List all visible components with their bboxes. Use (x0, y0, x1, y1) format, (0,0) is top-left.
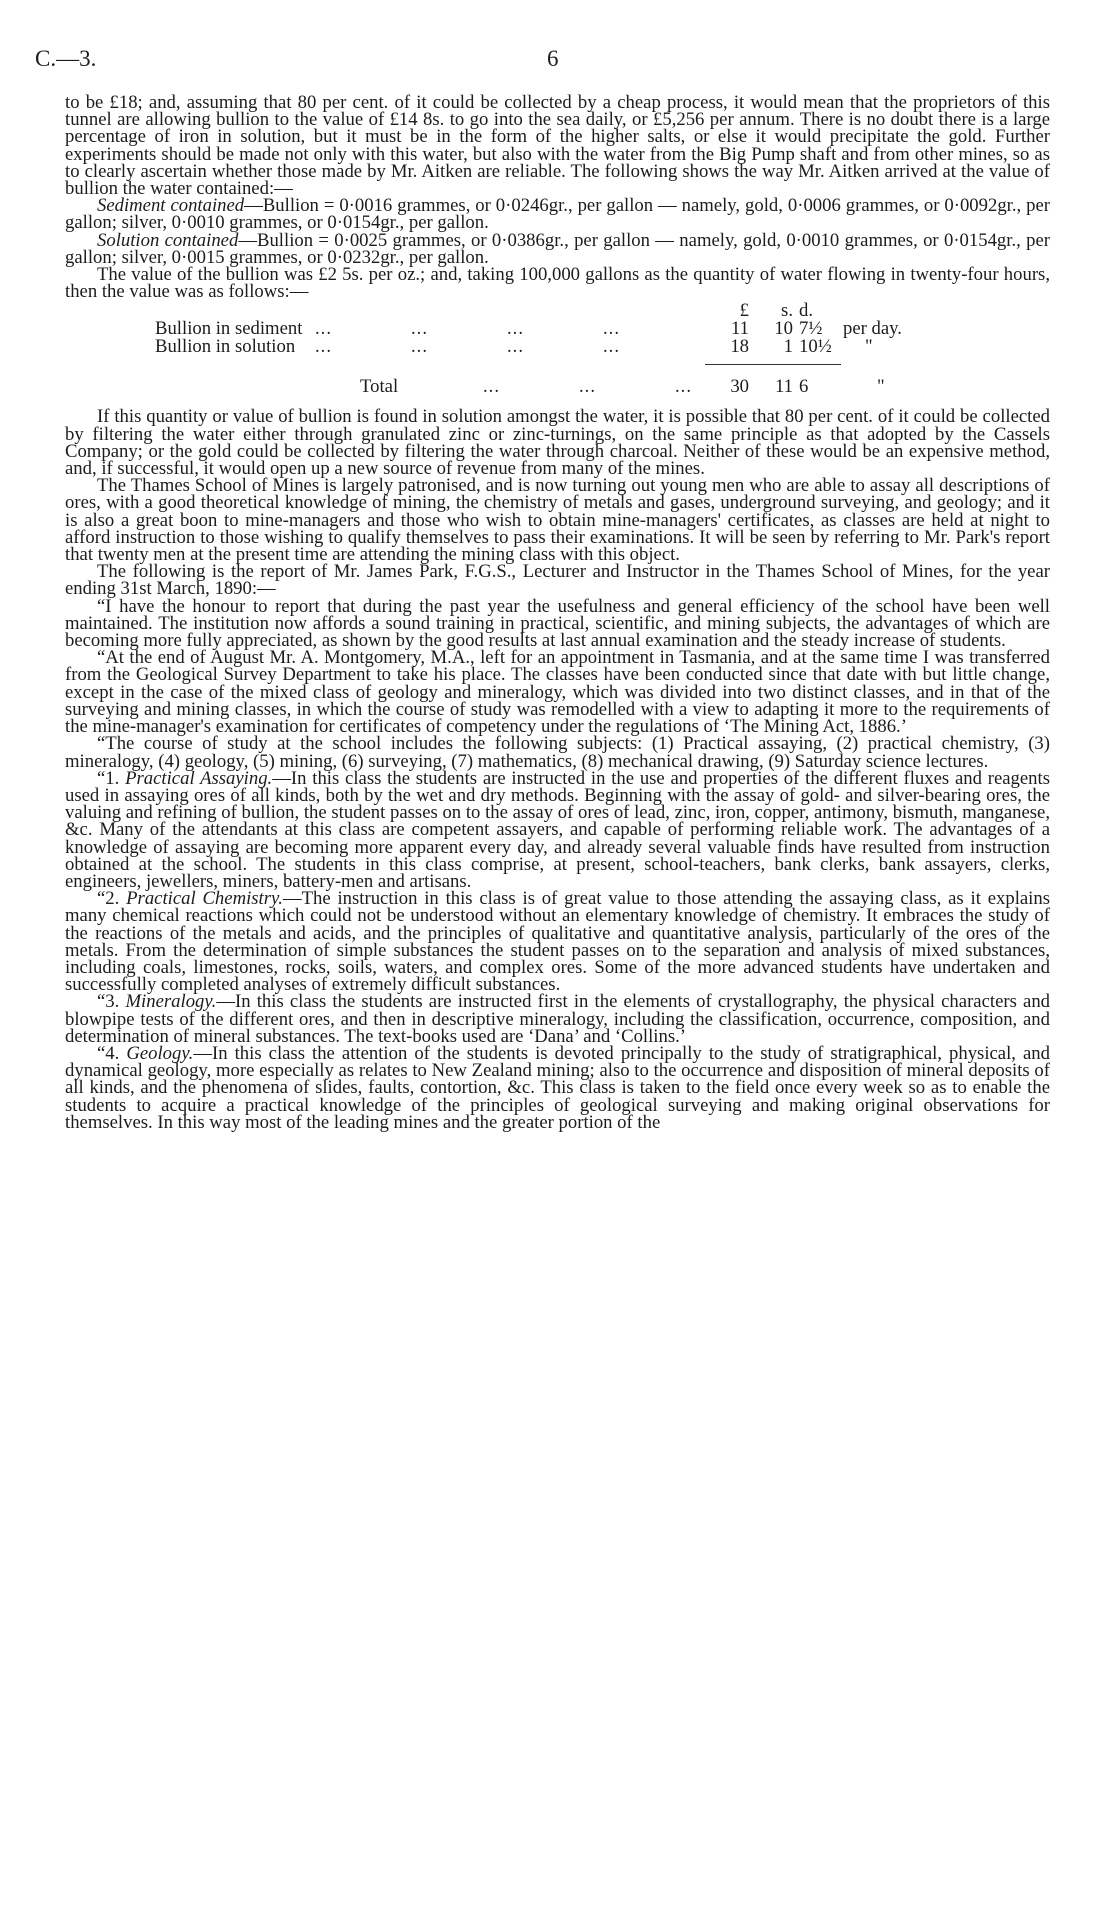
subject-practical-chemistry: “2. Practical Chemistry.—The instruction in this class is of great value to those attending the assaying class, as it explains many chemical reactions which could not be understood without an elementary knowledge of chemistry. It embraces the study of the reactions of the metals and acids, and the principles of qualitative and quantitative analysis, particularly of the ores of the metals. From the determination of simple substances the student passes on to the separation and analysis of mixed substances, including coals, limestones, rocks, soils, waters, and complex ores. Some of the more advanced students have undertaken and successfully completed analyses of extremely difficult substances. (65, 888, 1050, 996)
cell-pounds: 18 (730, 336, 749, 358)
subject-title: Mineralogy. (125, 991, 217, 1013)
leader-dots: ... ... ... ... (315, 336, 621, 358)
subject-title: Geology. (126, 1042, 194, 1064)
page-header (35, 38, 1050, 72)
cell-shillings: 1 (783, 336, 793, 358)
row-label: Bullion in solution (155, 336, 296, 358)
paragraph-school-of-mines: The Thames School of Mines is largely patronised, and is now turning out young men who are able to assay all descriptions of ores, with a good theoretical knowledge of mining, the chemistry of metals and gases, underground surveying, and geology; and it is also a great boon to mine-managers and those who wish to obtain mine-managers' certificates, as classes are held at night to afford instruction to those wishing to qualify themselves to pass their examinations. It will be seen by referring to Mr. Park's report that twenty men at the present time are attending the mining class with this object. (65, 475, 1050, 566)
cell-unit: " (865, 336, 873, 358)
paragraph-continuation: to be £18; and, assuming that 80 per cent. of it could be collected by a cheap process, it would mean that the proprietors of this tunnel are allowing bullion to the value of £14 8s. to go into the sea daily, or £5,256 per annum. There is no doubt there is a large percentage of iron in solution, but it must be in the form of the higher salts, or else it would precipitate the gold. Further experiments should be made not only with this water, but also with the water from the Big Pump shaft and from other mines, so as to clearly ascertain whether those made by Mr. Aitken are reliable. The following shows the way Mr. Aitken arrived at the value of bullion the water contained:— (65, 92, 1050, 200)
header-shillings: s. (781, 300, 793, 322)
total-unit: " (877, 376, 885, 398)
subject-title: Practical Assaying. (125, 767, 273, 789)
sediment-text: —Bullion = 0·0016 grammes, or 0·0246gr., per gallon — namely, gold, 0·0006 grammes, or 0·0092gr., per gallon; silver, 0·0010 grammes, or 0·0154gr., per gallon. (65, 195, 1050, 234)
table-row (65, 338, 1050, 356)
paragraph-filtering: If this quantity or value of bullion is found in solution amongst the water, it is possible that 80 per cent. of it could be collected by filtering the water either through granulated zinc or zinc-turnings, on the same principle as that adopted by the Cassels Company; or the gold could be collected by filtering the water through charcoal. Neither of these would be an expensive method, and, if successful, it would open up a new source of revenue from many of the mines. (65, 406, 1050, 480)
table-total-row (65, 378, 1050, 396)
leader-dots: ... ... ... (483, 376, 693, 398)
paragraph-course-of-study: “The course of study at the school includes the following subjects: (1) Practical assaying, (2) practical chemistry, (3) mineralogy, (4) geology, (5) mining, (6) surveying, (7) mathematics, (8) mechanical drawing, (9) Saturday science lectures. (65, 733, 1050, 772)
paragraph-report-montgomery: “At the end of August Mr. A. Montgomery, M.A., left for an appointment in Tasmania, and at the same time I was transferred from the Geological Survey Department to take his place. The classes have been conducted since that date with but little change, except in the case of the mixed class of geology and mineralogy, which was divided into two distinct classes, and in that of the surveying and mining classes, in which the course of study was remodelled with a view to adapting it more to the requirements of the mine-manager's examination for certificates of competency under the regulations of ‘The Mining Act, 1886.’ (65, 647, 1050, 738)
sediment-label: Sediment contained (97, 195, 245, 217)
cell-shillings: 10 (774, 318, 793, 340)
header-pence: d. (799, 300, 814, 322)
cell-unit: per day. (843, 318, 902, 340)
leader-dots: ... ... ... ... (315, 318, 621, 340)
header-pounds: £ (739, 300, 749, 322)
paragraph-report-intro: The following is the report of Mr. James Park, F.G.S., Lecturer and Instructor in the Thames School of Mines, for the year ending 31st March, 1890:— (65, 561, 1050, 600)
subject-mineralogy: “3. Mineralogy.—In this class the students are instructed first in the elements of crystallography, the physical characters and blowpipe tests of the different ores, and then in descriptive mineralogy, including the classification, occurrence, composition, and determination of mineral substances. The text-books used are ‘Dana’ and ‘Collins.’ (65, 991, 1051, 1047)
series-reference: C.—3. (35, 46, 97, 71)
total-shillings: 11 (775, 376, 793, 398)
document-body (65, 94, 1050, 1131)
solution-analysis (65, 229, 1050, 268)
subject-practical-assaying: “1. Practical Assaying.—In this class the students are instructed in the use and properties of the different fluxes and reagents used in assaying ores of all kinds, both by the wet and dry methods. Beginning with the assay of gold- and silver-bearing ores, the valuing and refining of bullion, the student passes on to the assay of ores of lead, zinc, iron, copper, antimony, bismuth, manganese, &c. Many of the attendants at this class are competent assayers, and capable of performing reliable work. The advantages of a knowledge of assaying are becoming more apparent every day, and already several valuable finds have resulted from instruction obtained at the school. The students in this class comprise, at present, school-teachers, bank clerks, bank assayers, clerks, engineers, jewellers, miners, battery-men and artisans. (65, 767, 1050, 892)
cell-pence: 7½ (799, 318, 823, 340)
page-number: 6 (547, 46, 559, 71)
sediment-analysis (65, 195, 1050, 234)
solution-label: Solution contained (97, 229, 239, 251)
cell-pounds: 11 (731, 318, 749, 340)
bullion-value-paragraph: The value of the bullion was £2 5s. per oz.; and, taking 100,000 gallons as the quantity of water flowing in twenty-four hours, then the value was as follows:— (65, 264, 1050, 303)
subject-title: Practical Chemistry. (126, 888, 283, 910)
bullion-table (65, 302, 1050, 408)
row-label: Bullion in sediment (155, 318, 303, 340)
total-rule (705, 364, 841, 365)
total-pounds: 30 (730, 376, 749, 398)
total-label: Total (360, 376, 399, 398)
subject-geology: “4. Geology.—In this class the attention of the students is devoted principally to the study of stratigraphical, physical, and dynamical geology, more especially as relates to New Zealand mining; also to the occurrence and disposition of mineral deposits of all kinds, and the phenomena of slides, faults, contortion, &c. This class is taken to the field once every week so as to enable the students to acquire a practical knowledge of the principles of geological surveying and making original observations for themselves. In this way most of the leading mines and the greater portion of the (65, 1042, 1050, 1133)
solution-text: —Bullion = 0·0025 grammes, or 0·0386gr., per gallon — namely, gold, 0·0010 grammes, or 0·0154gr., per gallon; silver, 0·0015 grammes, or 0·0232gr., per gallon. (65, 229, 1050, 268)
paragraph-report-honour: “I have the honour to report that during the past year the usefulness and general efficiency of the school have been well maintained. The institution now affords a sound training in practical, scientific, and mining subjects, the advantages of which are becoming more fully appreciated, as shown by the good results at last annual examination and the steady increase of students. (65, 595, 1050, 652)
cell-pence: 10½ (799, 336, 832, 358)
total-pence: 6 (799, 376, 809, 398)
